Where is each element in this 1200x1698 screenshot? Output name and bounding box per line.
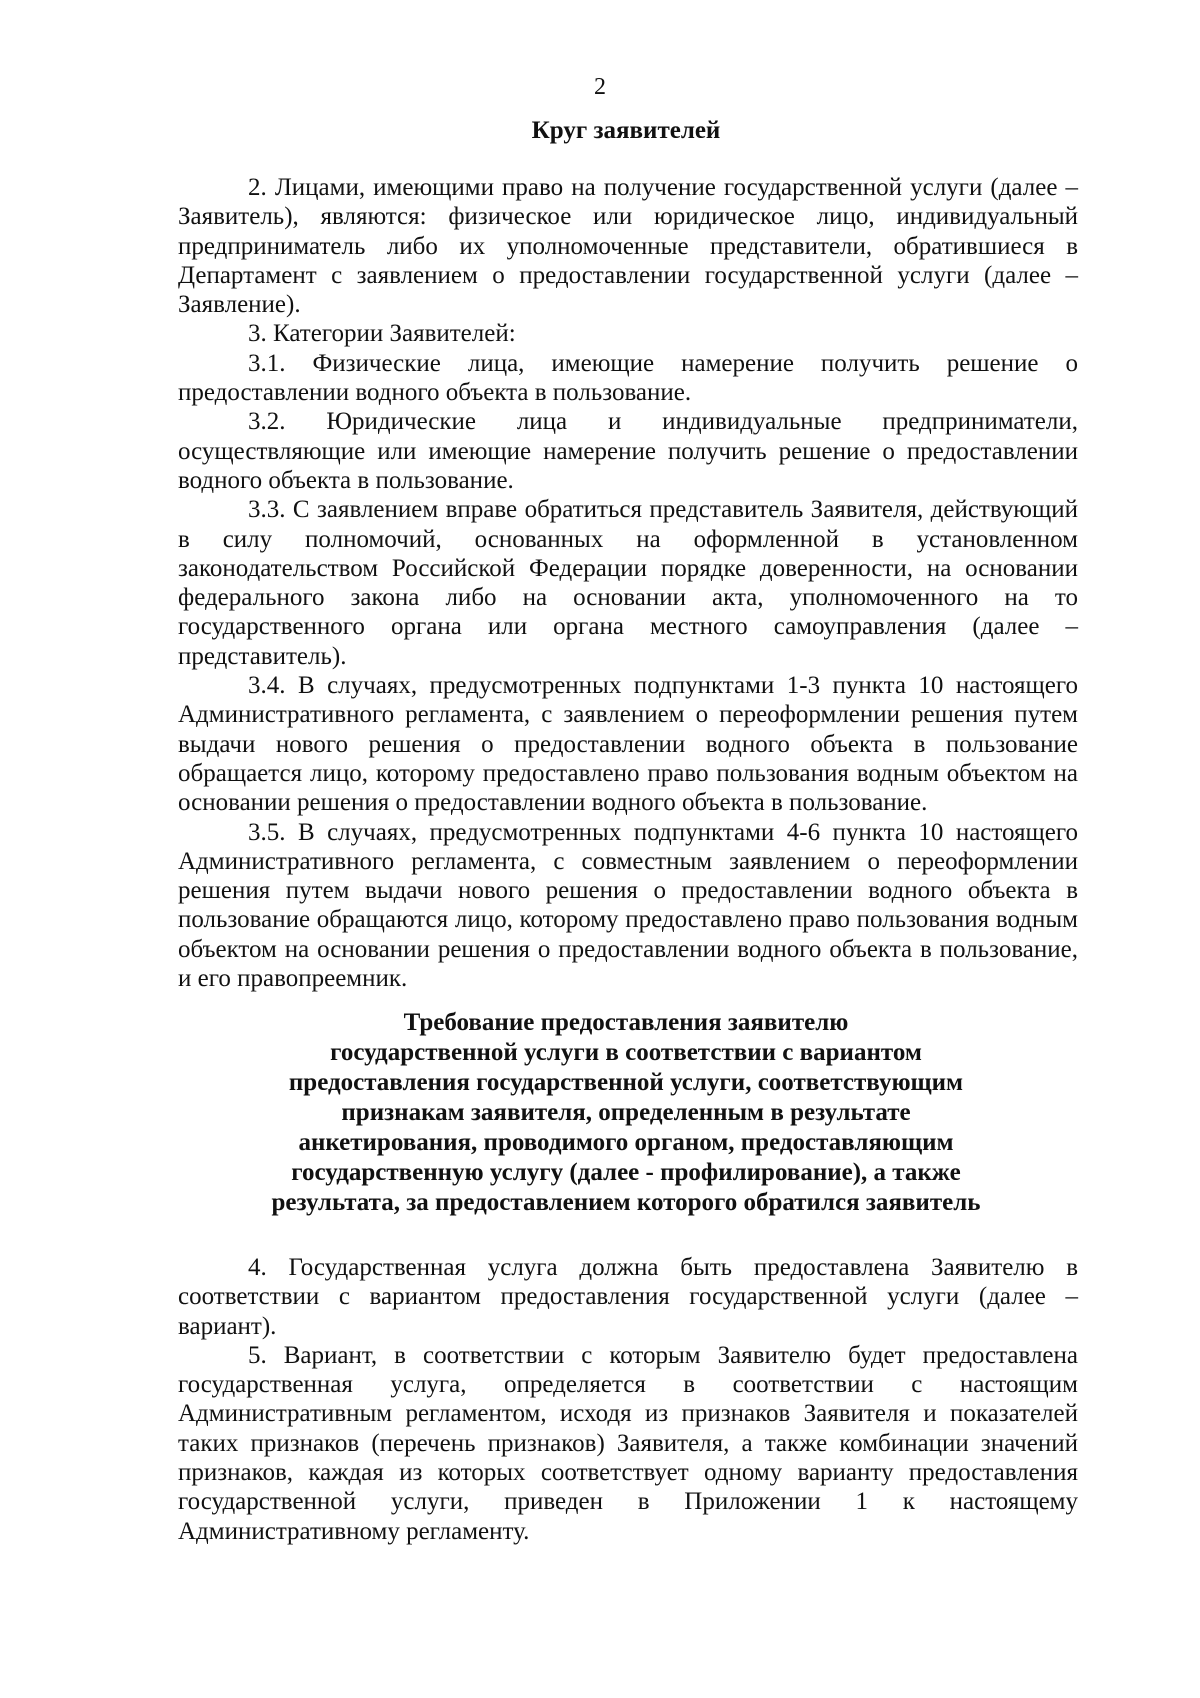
paragraph-3: 3. Категории Заявителей: [248, 320, 516, 348]
paragraph-2: 2. Лицами, имеющими право на получение государственной услуги (далее – Заявитель), являются: физическое или юридическое лицо, индивидуальный предприниматель либо их уполномоченные представители, обратившиеся в Департамент с заявлением о предоставлении государственной услуги (далее – Заявление). [178, 174, 1078, 319]
paragraph-3-4: 3.4. В случаях, предусмотренных подпунктами 1-3 пункта 10 настоящего Административного регламента, с заявлением о переоформлении решения путем выдачи нового решения о предоставлении водного объекта в пользование обращается лицо, которому предоставлено право пользования водным объектом на основании решения о предоставлении водного объекта в пользование. [178, 672, 1078, 817]
paragraph-3-2: 3.2. Юридические лица и индивидуальные предприниматели, осуществляющие или имеющие намерение получить решение о предоставлении водного объекта в пользование. [178, 408, 1078, 494]
section-body-applicants [178, 173, 1078, 993]
heading-line: Требование предоставления заявителю [403, 1009, 849, 1036]
paragraph-5: 5. Вариант, в соответствии с которым Заявителю будет предоставлена государственная услуга, определяется в соответствии с настоящим Административным регламентом, исходя из признаков Заявителя и показателей таких признаков (перечень признаков) Заявителя, а также комбинации значений признаков, каждая из которых соответствует одному варианту предоставления государственной услуги, приведен в Приложении 1 к настоящему Административному регламенту. [178, 1341, 1078, 1545]
heading-line: признакам заявителя, определенным в результате [341, 1099, 911, 1126]
heading-line: результата, за предоставлением которого обратился заявитель [271, 1189, 981, 1216]
heading-line: государственную услугу (далее - профилирование), а также [291, 1159, 961, 1186]
section-heading-applicants: Круг заявителей [531, 117, 721, 144]
page-number: 2 [594, 74, 606, 100]
section-body-requirement [178, 1253, 1078, 1546]
heading-line: государственной услуги в соответствии с вариантом [330, 1039, 922, 1066]
heading-line: анкетирования, проводимого органом, предоставляющим [298, 1129, 954, 1156]
paragraph-4: 4. Государственная услуга должна быть предоставлена Заявителю в соответствии с вариантом предоставления государственной услуги (далее – вариант). [178, 1254, 1078, 1340]
paragraph-3-5: 3.5. В случаях, предусмотренных подпунктами 4-6 пункта 10 настоящего Административного регламента, с совместным заявлением о переоформлении решения путем выдачи нового решения о предоставлении водного объекта в пользование обращаются лицо, которому предоставлено право пользования водным объектом на основании решения о предоставлении водного объекта в пользование, и его правопреемник. [178, 818, 1078, 993]
paragraph-3-3: 3.3. С заявлением вправе обратиться представитель Заявителя, действующий в силу полномочий, основанных на оформленной в установленном законодательством Российской Федерации порядке доверенности, на основании федерального закона либо на основании акта, уполномоченного на то государственного органа или органа местного самоуправления (далее – представитель). [178, 496, 1078, 670]
section-heading-requirement [170, 1008, 1082, 1218]
heading-line: предоставления государственной услуги, соответствующим [288, 1069, 964, 1096]
paragraph-3-1: 3.1. Физические лица, имеющие намерение получить решение о предоставлении водного объекта в пользование. [178, 349, 1078, 407]
